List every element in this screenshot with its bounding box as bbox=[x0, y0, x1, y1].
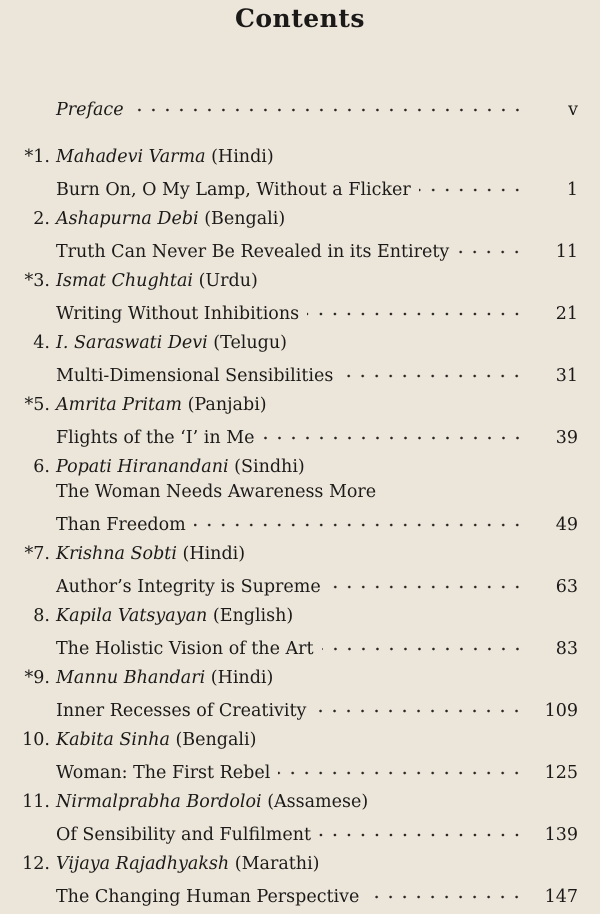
dot-leader bbox=[278, 753, 524, 778]
entry-title: The Changing Human Perspective bbox=[56, 887, 360, 907]
toc-entry[interactable] bbox=[0, 269, 600, 324]
toc-entry[interactable] bbox=[0, 852, 600, 907]
page-number: 63 bbox=[555, 577, 578, 597]
entry-number: *1. bbox=[24, 147, 50, 167]
entry-language: (Hindi) bbox=[211, 147, 274, 167]
dot-leader bbox=[341, 356, 524, 381]
entry-title: Truth Can Never Be Revealed in its Entirety bbox=[56, 242, 450, 262]
toc-entry[interactable] bbox=[0, 331, 600, 386]
entry-title: Writing Without Inhibitions bbox=[56, 304, 300, 324]
dot-leader bbox=[419, 170, 524, 195]
toc-entry[interactable] bbox=[0, 455, 600, 535]
entry-language: (Bengali) bbox=[175, 730, 257, 750]
page-number: 125 bbox=[544, 763, 578, 783]
entry-language: (Sindhi) bbox=[234, 457, 305, 477]
dot-leader bbox=[457, 232, 524, 257]
entry-title: Than Freedom bbox=[56, 515, 186, 535]
page-number: 49 bbox=[555, 515, 578, 535]
entry-author: Popati Hiranandani bbox=[56, 457, 229, 477]
page-number: 39 bbox=[555, 428, 578, 448]
entry-author: Krishna Sobti bbox=[56, 544, 177, 564]
entry-language: (English) bbox=[212, 606, 294, 626]
entry-number: 10. bbox=[22, 730, 50, 750]
entry-number: 2. bbox=[33, 209, 50, 229]
entry-language: (Panjabi) bbox=[187, 395, 267, 415]
dot-leader bbox=[307, 294, 524, 319]
toc-preface[interactable] bbox=[0, 90, 600, 120]
entry-author: Kapila Vatsyayan bbox=[56, 606, 208, 626]
dot-leader bbox=[329, 567, 524, 592]
entry-number: 12. bbox=[22, 854, 50, 874]
entry-number: *5. bbox=[24, 395, 50, 415]
page-number: 1 bbox=[566, 180, 578, 200]
entry-title: Burn On, O My Lamp, Without a Flicker bbox=[56, 180, 411, 200]
page-number: 31 bbox=[555, 366, 578, 386]
entry-author: Amrita Pritam bbox=[56, 395, 183, 415]
toc-entry[interactable] bbox=[0, 666, 600, 721]
page-number: 11 bbox=[555, 242, 578, 262]
dot-leader bbox=[367, 877, 524, 902]
entry-language: (Urdu) bbox=[198, 271, 258, 291]
entry-author: Mahadevi Varma bbox=[56, 147, 206, 167]
entry-author: Ismat Chughtai bbox=[56, 271, 193, 291]
page-number: 83 bbox=[555, 639, 578, 659]
entry-title: Woman: The First Rebel bbox=[56, 763, 271, 783]
dot-leader bbox=[132, 90, 524, 115]
entry-title: Multi-Dimensional Sensibilities bbox=[56, 366, 334, 386]
entry-title: Flights of the ‘I’ in Me bbox=[56, 428, 255, 448]
dot-leader bbox=[319, 815, 524, 840]
entry-author: Ashapurna Debi bbox=[56, 209, 199, 229]
entry-language: (Telugu) bbox=[213, 333, 287, 353]
toc-entry[interactable] bbox=[0, 728, 600, 783]
entry-title: Of Sensibility and Fulfilment bbox=[56, 825, 312, 845]
preface-label: Preface bbox=[56, 100, 124, 120]
dot-leader bbox=[314, 691, 524, 716]
toc-entry[interactable] bbox=[0, 542, 600, 597]
page-number: 109 bbox=[544, 701, 578, 721]
entry-number: 8. bbox=[33, 606, 50, 626]
page-number: 147 bbox=[544, 887, 578, 907]
toc-entry[interactable] bbox=[0, 207, 600, 262]
entry-author: I. Saraswati Devi bbox=[56, 333, 208, 353]
toc-entry[interactable] bbox=[0, 790, 600, 845]
entry-author: Kabita Sinha bbox=[56, 730, 170, 750]
entry-language: (Marathi) bbox=[234, 854, 320, 874]
entry-author: Mannu Bhandari bbox=[56, 668, 206, 688]
entry-number: 4. bbox=[33, 333, 50, 353]
table-of-contents bbox=[0, 90, 600, 914]
dot-leader bbox=[322, 629, 524, 654]
page-number: 139 bbox=[544, 825, 578, 845]
toc-entry[interactable] bbox=[0, 145, 600, 200]
page-number: v bbox=[568, 100, 578, 120]
dot-leader bbox=[194, 505, 524, 530]
entry-number: 11. bbox=[22, 792, 50, 812]
entry-title: The Woman Needs Awareness More bbox=[56, 482, 377, 502]
entry-number: 6. bbox=[33, 457, 50, 477]
entry-author: Vijaya Rajadhyaksh bbox=[56, 854, 230, 874]
entry-title: Inner Recesses of Creativity bbox=[56, 701, 307, 721]
entry-number: *7. bbox=[24, 544, 50, 564]
toc-entry[interactable] bbox=[0, 604, 600, 659]
toc-entry[interactable] bbox=[0, 393, 600, 448]
entry-language: (Hindi) bbox=[182, 544, 246, 564]
page-title: Contents bbox=[234, 4, 365, 33]
entry-title: The Holistic Vision of the Art bbox=[56, 639, 314, 659]
dot-leader bbox=[263, 418, 525, 443]
entry-language: (Hindi) bbox=[210, 668, 274, 688]
page-number: 21 bbox=[555, 304, 578, 324]
entry-title: Author’s Integrity is Supreme bbox=[56, 577, 321, 597]
entry-language: (Bengali) bbox=[204, 209, 286, 229]
entry-author: Nirmalprabha Bordoloi bbox=[56, 792, 262, 812]
entry-number: *9. bbox=[24, 668, 50, 688]
entry-number: *3. bbox=[24, 271, 50, 291]
entry-language: (Assamese) bbox=[267, 792, 369, 812]
